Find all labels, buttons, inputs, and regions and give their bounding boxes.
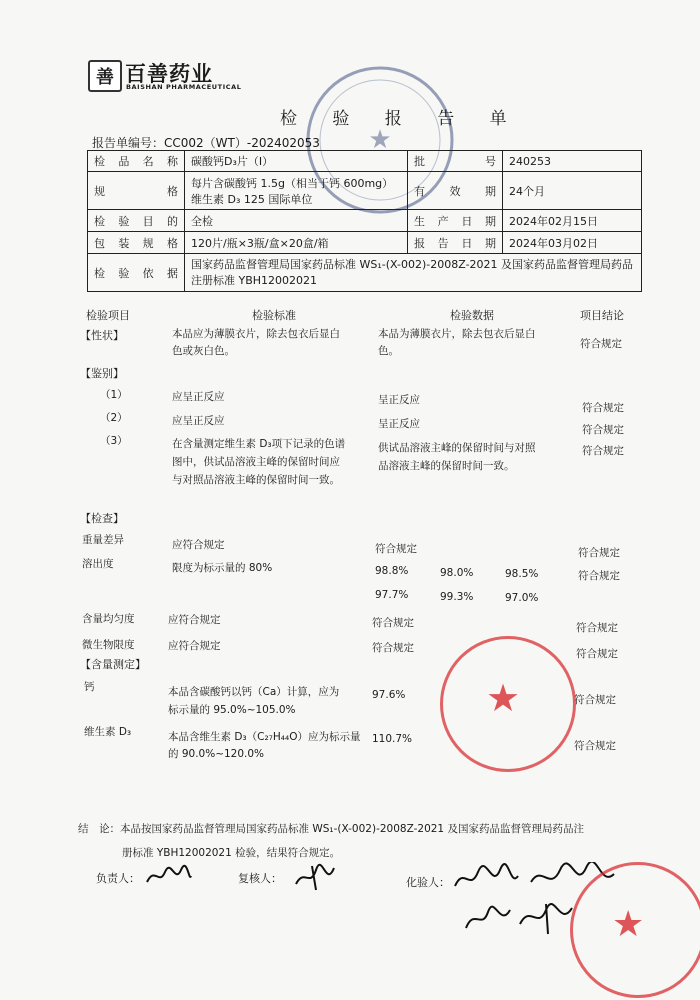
report-date-label: 报告日期: [408, 232, 503, 254]
name-label: 检 品 名 称: [88, 151, 185, 172]
ident-3-standard-3: 与对照品溶液主峰的保留时间一致。: [172, 474, 340, 486]
spec-value: [185, 172, 408, 210]
dissolution-value-4: 97.7%: [375, 589, 409, 601]
company-logo-icon: 善: [88, 60, 122, 92]
uniformity-data: 符合规定: [372, 617, 414, 629]
calcium-data: 97.6%: [372, 689, 406, 701]
dissolution-value-3: 98.5%: [505, 568, 539, 580]
uniformity-label: 含量均匀度: [82, 613, 135, 625]
pack-value: 120片/瓶×3瓶/盒×20盒/箱: [185, 232, 408, 254]
reviewer-signature: [292, 862, 338, 895]
character-data-2: 色。: [378, 345, 399, 357]
purpose-value: 全检: [185, 210, 408, 232]
character-conclusion: 符合规定: [580, 338, 622, 350]
section-identification: 【鉴别】: [80, 367, 124, 380]
reviewer-label: 复核人：: [238, 872, 282, 885]
ident-1-no: （1）: [100, 389, 128, 401]
report-number: 报告单编号：CC002（WT）-202402053: [92, 136, 320, 150]
header-data: 检验数据: [450, 309, 494, 322]
weight-standard: 应符合规定: [172, 539, 225, 551]
ident-3-standard-2: 图中，供试品溶液主峰的保留时间应: [172, 456, 340, 468]
ident-1-data: 呈正反应: [378, 394, 420, 406]
header-conclusion: 项目结论: [580, 309, 624, 322]
ident-3-data-2: 品溶液主峰的保留时间一致。: [378, 460, 515, 472]
basis-label: 检验依据: [88, 254, 185, 292]
section-assay: 【含量测定】: [80, 658, 146, 671]
batch-value: 240253: [503, 151, 642, 172]
uniformity-conclusion: 符合规定: [576, 622, 618, 634]
ident-2-no: （2）: [100, 412, 128, 424]
vitd-data: 110.7%: [372, 733, 413, 745]
character-standard-1: 本品应为薄膜衣片，除去包衣后显白: [172, 328, 340, 340]
purpose-label: 检验目的: [88, 210, 185, 232]
microbial-data: 符合规定: [372, 642, 414, 654]
ident-1-conclusion: 符合规定: [582, 402, 624, 414]
info-table: [87, 150, 642, 292]
vitd-label: 维生素 D₃: [84, 726, 132, 738]
pack-label: 包装规格: [88, 232, 185, 254]
report-title: 检 验 报 告 单: [280, 109, 522, 129]
ident-3-no: （3）: [100, 435, 128, 447]
dissolution-label: 溶出度: [82, 558, 114, 570]
section-inspection: 【检查】: [80, 512, 124, 525]
vitd-conclusion: 符合规定: [574, 740, 616, 752]
spec-label: 规 格: [88, 172, 185, 210]
ident-2-conclusion: 符合规定: [582, 424, 624, 436]
microbial-conclusion: 符合规定: [576, 648, 618, 660]
vitd-standard-2: 的 90.0%~120.0%: [168, 748, 265, 760]
microbial-label: 微生物限度: [82, 639, 135, 651]
tester-signature-4: [516, 900, 576, 939]
uniformity-standard: 应符合规定: [168, 614, 221, 626]
character-data-1: 本品为薄膜衣片，除去包衣后显白: [378, 328, 536, 340]
svg-text:★: ★: [368, 125, 392, 155]
weight-conclusion: 符合规定: [578, 547, 620, 559]
calcium-conclusion: 符合规定: [574, 694, 616, 706]
batch-label: 批 号: [408, 151, 503, 172]
character-standard-2: 色或灰白色。: [172, 345, 235, 357]
stamp-star-icon: ★: [486, 676, 521, 720]
calcium-label: 钙: [84, 681, 95, 693]
expiry-label: 有 效 期: [408, 172, 503, 210]
bottom-stamp-star-icon: ★: [612, 904, 645, 945]
conclusion-line-1: 结 论：本品按国家药品监督管理局国家药品标准 WS₁-(X-002)-2008Z-2021 及国家药品监督管理局药品注: [78, 823, 584, 835]
ident-2-data: 呈正反应: [378, 418, 420, 430]
tester-label: 化验人：: [406, 876, 450, 889]
header-standard: 检验标准: [252, 309, 296, 322]
tester-signature-3: [462, 902, 514, 939]
prod-date-label: 生产日期: [408, 210, 503, 232]
conclusion-line-2: 册标准 YBH12002021 检验，结果符合规定。: [122, 847, 341, 859]
calcium-standard-1: 本品含碳酸钙以钙（Ca）计算，应为: [168, 686, 340, 698]
responsible-label: 负责人：: [96, 872, 140, 885]
company-name-en: BAISHAN PHARMACEUTICAL: [126, 83, 242, 91]
dissolution-value-1: 98.8%: [375, 565, 409, 577]
spec-value-line-1: 每片含碳酸钙 1.5g（相当于钙 600mg）: [191, 176, 394, 190]
ident-1-standard: 应呈正反应: [172, 391, 225, 403]
prod-date-value: 2024年02月15日: [503, 210, 642, 232]
dissolution-standard: 限度为标示量的 80%: [172, 562, 273, 574]
responsible-signature: [145, 862, 193, 895]
ident-2-standard: 应呈正反应: [172, 415, 225, 427]
weight-label: 重量差异: [82, 534, 124, 546]
vitd-standard-1: 本品含维生素 D₃（C₂₇H₄₄O）应为标示量: [168, 731, 361, 743]
microbial-standard: 应符合规定: [168, 640, 221, 652]
tester-signature-1: [452, 862, 522, 899]
name-value: 碳酸钙D₃片（Ⅰ）: [185, 151, 408, 172]
weight-data: 符合规定: [375, 543, 417, 555]
expiry-value: 24个月: [503, 172, 642, 210]
calcium-standard-2: 标示量的 95.0%~105.0%: [168, 704, 296, 716]
dissolution-conclusion: 符合规定: [578, 570, 620, 582]
section-character: 【性状】: [80, 329, 124, 342]
header-item: 检验项目: [86, 309, 130, 322]
ident-3-standard-1: 在含量测定维生素 D₃项下记录的色谱: [172, 438, 346, 450]
basis-value: 国家药品监督管理局国家药品标准 WS₁-(X-002)-2008Z-2021 及国家药品监督管理局药品注册标准 YBH12002021: [185, 254, 642, 292]
spec-value-line-2: 维生素 D₃ 125 国际单位: [191, 192, 313, 206]
dissolution-value-5: 99.3%: [440, 591, 474, 603]
report-date-value: 2024年03月02日: [503, 232, 642, 254]
ident-3-conclusion: 符合规定: [582, 445, 624, 457]
ident-3-data-1: 供试品溶液主峰的保留时间与对照: [378, 442, 536, 454]
company-name: 百善药业: [125, 62, 213, 86]
dissolution-value-6: 97.0%: [505, 592, 539, 604]
dissolution-value-2: 98.0%: [440, 567, 474, 579]
